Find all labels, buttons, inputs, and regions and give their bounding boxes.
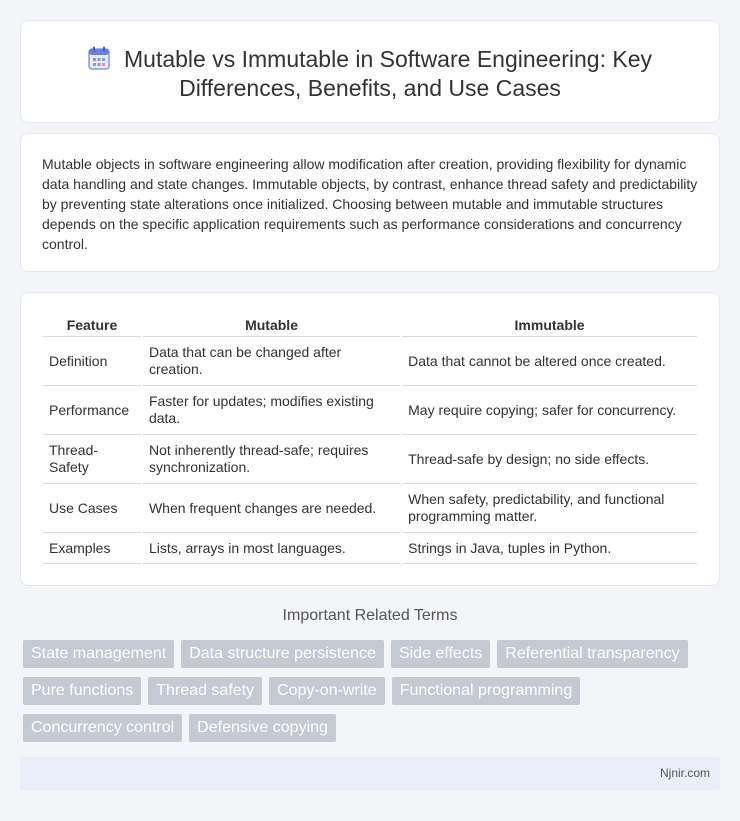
tag-defensive-copying[interactable]: Defensive copying (189, 714, 336, 742)
tag-referential-transparency[interactable]: Referential transparency (497, 640, 687, 668)
comparison-table (41, 315, 699, 564)
table-row (43, 386, 697, 435)
tag-thread-safety[interactable]: Thread safety (148, 677, 262, 705)
tag-row (23, 714, 703, 742)
intro-card (20, 133, 720, 272)
related-terms-list (23, 640, 703, 751)
tag-side-effects[interactable]: Side effects (391, 640, 490, 668)
tag-state-management[interactable]: State management (23, 640, 174, 668)
tag-data-structure-persistence[interactable]: Data structure persistence (181, 640, 384, 668)
page-title (21, 45, 719, 103)
cell-immutable: Thread-safe by design; no side effects. (402, 435, 697, 484)
tag-copy-on-write[interactable]: Copy-on-write (269, 677, 385, 705)
cell-immutable: When safety, predictability, and functional programming matter. (402, 484, 697, 533)
cell-feature: Thread-Safety (43, 435, 141, 484)
header-feature: Feature (43, 315, 141, 337)
title-line-2: Differences, Benefits, and Use Cases (179, 75, 561, 101)
tag-row (23, 677, 703, 705)
cell-feature: Use Cases (43, 484, 141, 533)
title-line-1: Mutable vs Immutable in Software Engineering: Key (124, 46, 652, 72)
footer-site-name: Njnir.com (659, 766, 710, 780)
tag-functional-programming[interactable]: Functional programming (392, 677, 581, 705)
related-terms-heading: Important Related Terms (282, 607, 458, 624)
cell-mutable: Faster for updates; modifies existing data. (143, 386, 400, 435)
cell-feature: Examples (43, 533, 141, 564)
comparison-card (20, 292, 720, 586)
cell-immutable: Strings in Java, tuples in Python. (402, 533, 697, 564)
calendar-icon (88, 46, 110, 70)
tag-row (23, 640, 703, 668)
cell-mutable: When frequent changes are needed. (143, 484, 400, 533)
cell-feature: Definition (43, 337, 141, 386)
title-card (20, 20, 720, 123)
header-mutable: Mutable (143, 315, 400, 337)
tag-pure-functions[interactable]: Pure functions (23, 677, 141, 705)
cell-mutable: Data that can be changed after creation. (143, 337, 400, 386)
intro-paragraph: Mutable objects in software engineering allow modification after creation, providing flexibility for dynamic data handling and state changes. Immutable objects, by contrast, enhance thread safety and predictability by preventing state alterations once initialized. Choosing between mutable and immutable structures depends on the specific application requirements such as performance considerations and concurrency control. (42, 156, 698, 252)
cell-feature: Performance (43, 386, 141, 435)
tag-concurrency-control[interactable]: Concurrency control (23, 714, 182, 742)
table-row (43, 337, 697, 386)
footer-bar (20, 757, 720, 790)
cell-mutable: Not inherently thread-safe; requires synchronization. (143, 435, 400, 484)
header-immutable: Immutable (402, 315, 697, 337)
table-row (43, 533, 697, 564)
cell-immutable: Data that cannot be altered once created. (402, 337, 697, 386)
table-row (43, 435, 697, 484)
cell-mutable: Lists, arrays in most languages. (143, 533, 400, 564)
cell-immutable: May require copying; safer for concurrency. (402, 386, 697, 435)
table-row (43, 484, 697, 533)
table-header-row (43, 315, 697, 337)
